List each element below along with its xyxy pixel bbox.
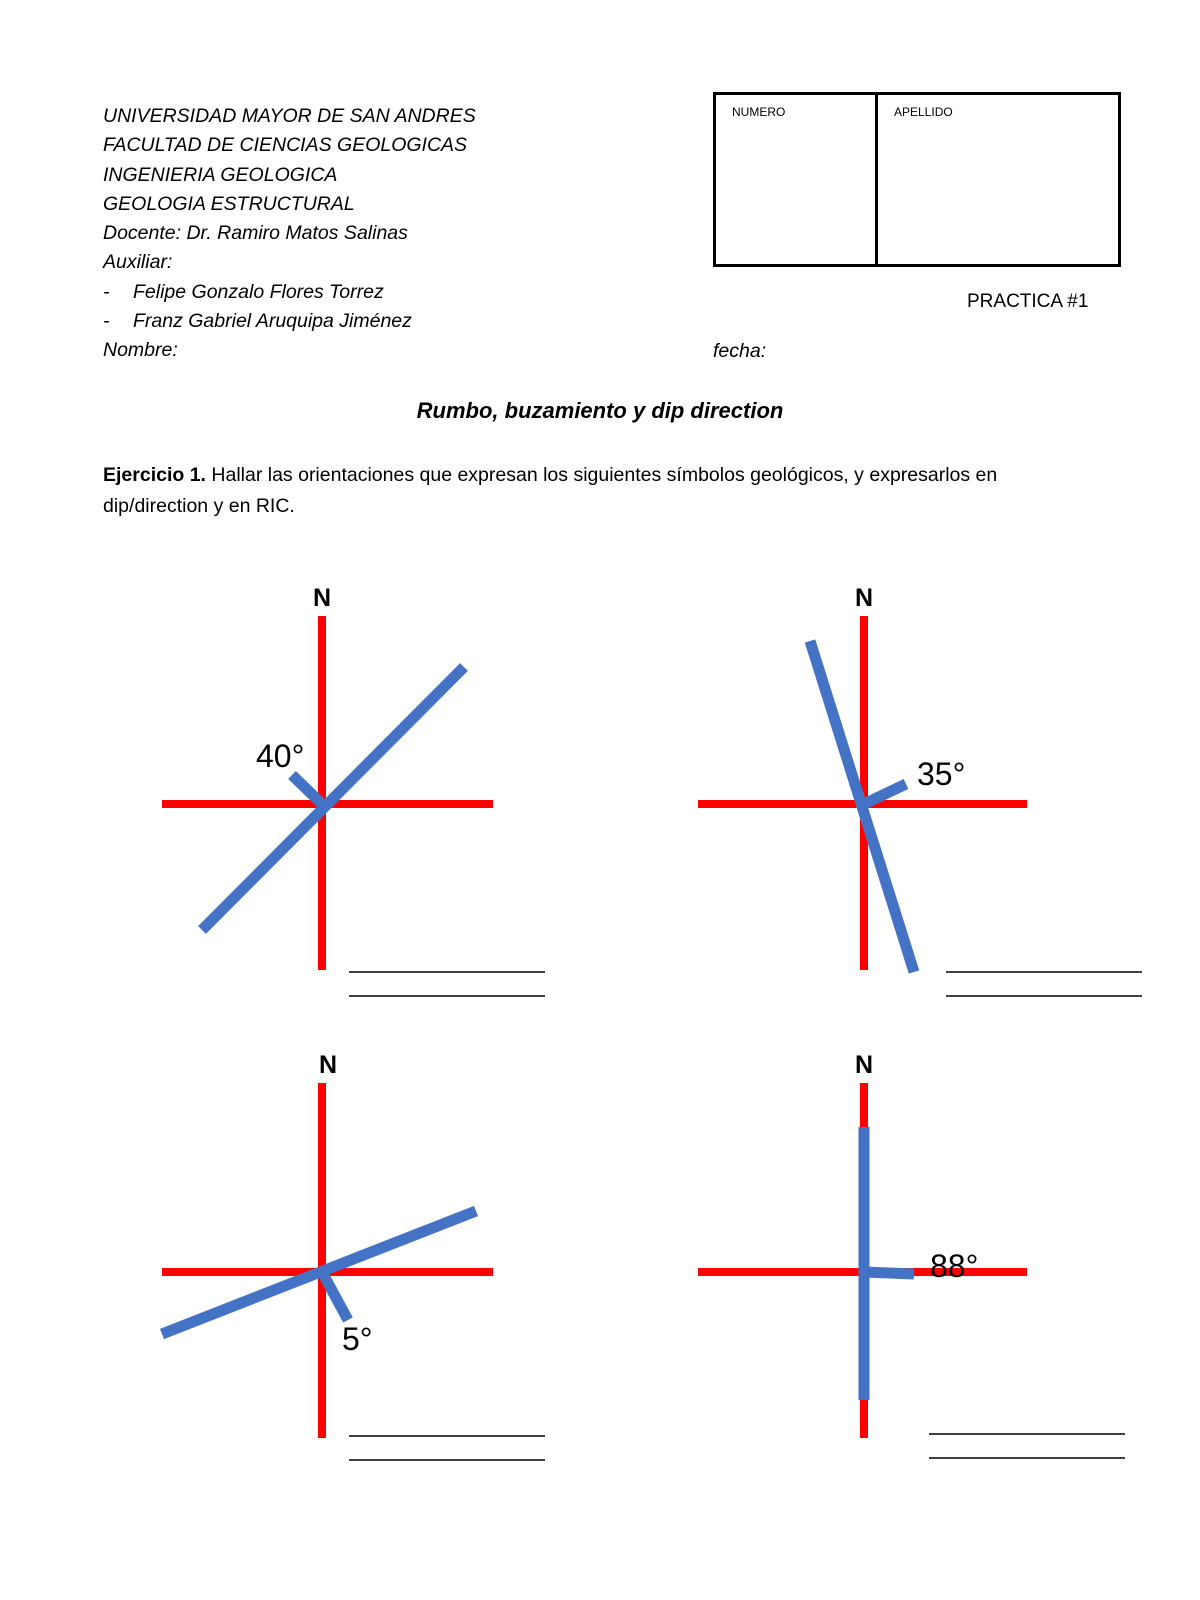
dip-tick: [292, 775, 322, 804]
assistant-name: Felipe Gonzalo Flores Torrez: [133, 280, 384, 303]
exercise-label: Ejercicio 1.: [103, 464, 206, 486]
dip-angle-label: 5°: [342, 1321, 373, 1357]
career-name: INGENIERIA GEOLOGICA: [103, 163, 338, 186]
university-name: UNIVERSIDAD MAYOR DE SAN ANDRES: [103, 105, 476, 127]
faculty-name: FACULTAD DE CIENCIAS GEOLOGICAS: [103, 134, 468, 157]
assistant-heading: Auxiliar:: [103, 251, 173, 274]
dip-angle-label: 40°: [256, 738, 305, 774]
name-label: Nombre:: [103, 339, 178, 362]
page-title: Rumbo, buzamiento y dip direction: [416, 398, 784, 423]
teacher-line: Docente: Dr. Ramiro Matos Salinas: [103, 222, 408, 245]
strike-line: [202, 667, 464, 930]
bullet-dash: -: [103, 310, 110, 333]
practice-number: PRACTICA #1: [967, 291, 1089, 312]
exercise-text: Hallar las orientaciones que expresan los siguientes símbolos geológicos, y expresarlos en dip/direction y en RIC.: [103, 464, 998, 517]
dip-angle-label: 35°: [917, 756, 966, 792]
north-label: N: [312, 584, 332, 612]
assistant-name: Franz Gabriel Aruquipa Jiménez: [133, 310, 412, 333]
diagram-1: [162, 584, 545, 996]
apellido-label: APELLIDO: [894, 105, 953, 119]
diagram-4: [698, 1051, 1125, 1458]
diagram-3: [162, 1051, 545, 1460]
north-label: N: [318, 1051, 338, 1079]
diagram-2: [698, 584, 1142, 996]
north-label: N: [854, 1051, 874, 1079]
dip-tick: [864, 1272, 914, 1274]
numero-label: NUMERO: [732, 105, 786, 119]
course-name: GEOLOGIA ESTRUCTURAL: [103, 192, 355, 215]
north-label: N: [854, 584, 874, 612]
dip-angle-label: 88°: [930, 1248, 979, 1284]
date-label: fecha:: [713, 340, 767, 362]
bullet-dash: -: [103, 280, 110, 303]
